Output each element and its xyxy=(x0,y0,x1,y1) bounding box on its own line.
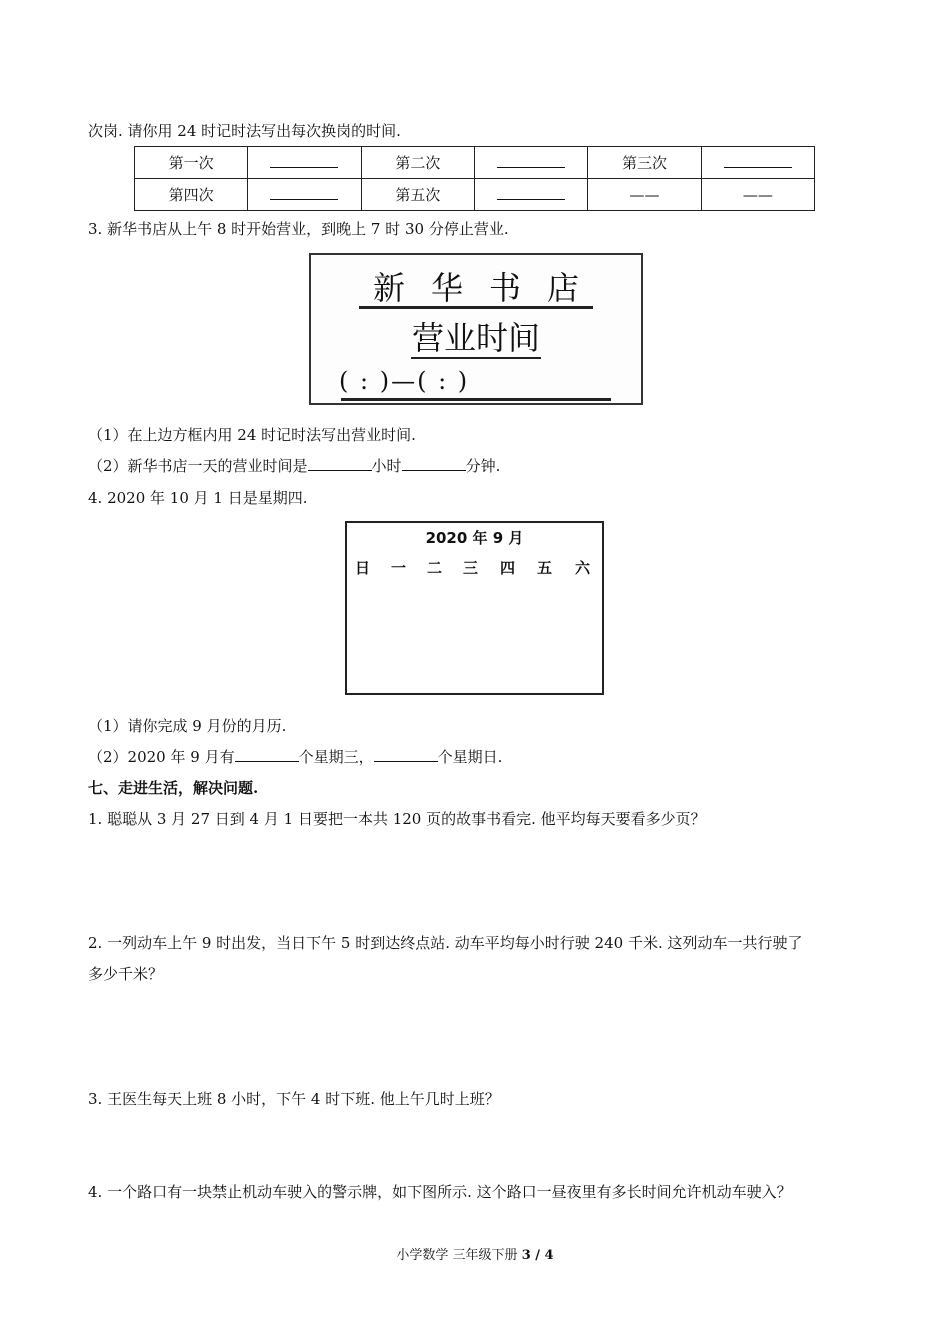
table-cell-label: 第一次 xyxy=(135,147,248,179)
problem-2-line-1: 2. 一列动车上午 9 时出发，当日下午 5 时到达终点站. 动车平均每小时行驶 240 千米. 这列动车一共行驶了 xyxy=(88,934,803,952)
answer-blank[interactable] xyxy=(308,456,372,471)
answer-blank[interactable] xyxy=(724,153,792,168)
weekday-sat: 六 xyxy=(575,559,591,577)
answer-blank[interactable] xyxy=(235,747,299,762)
table-cell-label: 第五次 xyxy=(361,179,474,211)
answer-blank[interactable] xyxy=(497,153,565,168)
question-4-part-2 xyxy=(88,746,502,767)
answer-blank[interactable] xyxy=(270,153,338,168)
intro-line: 次岗. 请你用 24 时记时法写出每次换岗的时间. xyxy=(88,122,401,140)
sign-underline xyxy=(341,398,611,401)
part-text: 分钟. xyxy=(465,457,501,475)
question-3-title: 3. 新华书店从上午 8 时开始营业，到晚上 7 时 30 分停止营业. xyxy=(88,220,509,238)
answer-blank-cell[interactable] xyxy=(474,147,587,179)
answer-blank[interactable] xyxy=(402,456,466,471)
weekday-thu: 四 xyxy=(500,559,516,577)
table-row xyxy=(135,147,815,179)
table-cell-label: 第三次 xyxy=(588,147,701,179)
sign-times[interactable]: ( : )—( : ) xyxy=(339,367,470,395)
part-text: （2）新华书店一天的营业时间是 xyxy=(88,457,308,475)
sign-underline xyxy=(411,357,541,359)
part-text: （2）2020 年 9 月有 xyxy=(88,748,235,766)
weekday-fri: 五 xyxy=(537,559,553,577)
sign-name: 新华书店 xyxy=(372,269,605,307)
question-4-title: 4. 2020 年 10 月 1 日是星期四. xyxy=(88,489,308,507)
table-cell-dash: —— xyxy=(701,179,814,211)
part-text: 小时 xyxy=(371,457,402,475)
table-cell-label: 第二次 xyxy=(361,147,474,179)
page-footer xyxy=(0,1244,950,1263)
problem-3: 3. 王医生每天上班 8 小时，下午 4 时下班. 他上午几时上班？ xyxy=(88,1090,500,1108)
answer-blank[interactable] xyxy=(270,185,338,200)
weekday-mon: 一 xyxy=(391,559,407,577)
table-cell-label: 第四次 xyxy=(135,179,248,211)
sign-subtitle: 营业时间 xyxy=(411,319,540,357)
problem-2-line-2: 多少千米？ xyxy=(88,965,164,983)
bookstore-sign xyxy=(309,253,643,405)
weekday-wed: 三 xyxy=(463,559,479,577)
answer-blank-cell[interactable] xyxy=(248,179,361,211)
calendar-title: 2020 年 9 月 xyxy=(425,529,524,547)
table-row xyxy=(135,179,815,211)
sign-underline xyxy=(359,306,593,309)
question-3-part-1: （1）在上边方框内用 24 时记时法写出营业时间. xyxy=(88,426,416,444)
question-4-part-1: （1）请你完成 9 月份的月历. xyxy=(88,717,287,735)
page-number: 3 / 4 xyxy=(521,1248,554,1263)
shift-table xyxy=(134,146,815,211)
calendar xyxy=(345,521,604,695)
question-3-part-2 xyxy=(88,455,500,476)
part-text: 个星期日. xyxy=(437,748,503,766)
footer-label: 小学数学 三年级下册 xyxy=(396,1248,518,1263)
weekday-sun: 日 xyxy=(355,559,371,577)
answer-blank-cell[interactable] xyxy=(701,147,814,179)
part-text: 个星期三， xyxy=(298,748,374,766)
answer-blank-cell[interactable] xyxy=(474,179,587,211)
answer-blank[interactable] xyxy=(374,747,438,762)
problem-1: 1. 聪聪从 3 月 27 日到 4 月 1 日要把一本共 120 页的故事书看完. 他平均每天要看多少页？ xyxy=(88,810,706,828)
answer-blank-cell[interactable] xyxy=(248,147,361,179)
answer-blank[interactable] xyxy=(497,185,565,200)
table-cell-dash: —— xyxy=(588,179,701,211)
section-7-title: 七、走进生活，解决问题. xyxy=(88,779,259,797)
weekday-tue: 二 xyxy=(427,559,443,577)
problem-4: 4. 一个路口有一块禁止机动车驶入的警示牌，如下图所示. 这个路口一昼夜里有多长时间允许机动车驶入？ xyxy=(88,1183,792,1201)
